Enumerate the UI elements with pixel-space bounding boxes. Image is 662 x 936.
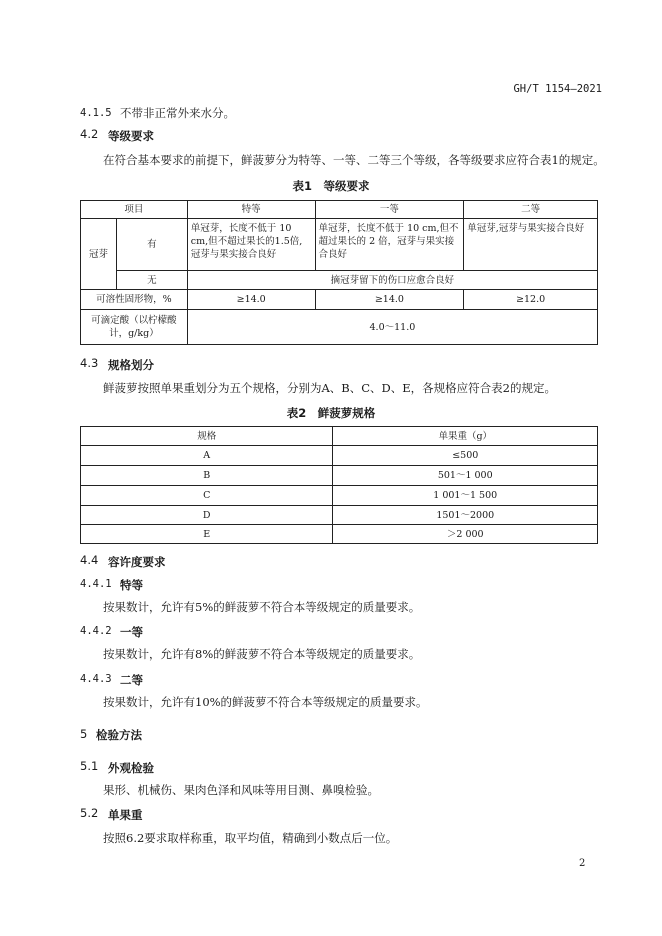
section-title: 单果重 (108, 808, 143, 822)
header-cell: 特等 (187, 201, 315, 219)
paragraph: 按果数计，允许有5%的鲜菠萝不符合本等级规定的质量要求。 (103, 600, 421, 614)
clause-text: 不带非正常外来水分。 (120, 106, 235, 120)
page-number: 2 (579, 858, 586, 869)
paragraph: 按照6.2要求取样称重，取平均值，精确到小数点后一位。 (103, 831, 398, 845)
cell: 4.0～11.0 (187, 310, 597, 345)
row-header: 可滴定酸（以柠檬酸计，g/kg） (81, 310, 188, 345)
clause-number: 4.4.1 (80, 578, 112, 590)
weight-cell: ≤500 (333, 446, 598, 466)
cell: 单冠芽,冠芽与果实接合良好 (464, 219, 598, 271)
table-caption: 表2 鲜菠萝规格 (286, 406, 376, 420)
weight-cell: 1 001～1 500 (333, 486, 598, 506)
section-number: 5.1 (80, 759, 99, 773)
clause-title: 一等 (120, 625, 143, 639)
weight-cell: ＞2 000 (333, 525, 598, 544)
row-header: 无 (116, 271, 187, 290)
spec-cell: A (81, 446, 333, 466)
paragraph: 按果数计，允许有10%的鲜菠萝不符合本等级规定的质量要求。 (103, 695, 428, 709)
header-cell: 一等 (315, 201, 464, 219)
row-header: 冠芽 (81, 219, 117, 290)
row-header: 有 (116, 219, 187, 271)
clause-number: 4.4.3 (80, 673, 112, 685)
cell: 单冠芽，长度不低于 10 cm,但不超过果长的 2 倍，冠芽与果实接合良好 (315, 219, 464, 271)
cell: 单冠芽，长度不低于 10 cm,但不超过果长的1.5倍,冠芽与果实接合良好 (187, 219, 315, 271)
spec-cell: D (81, 506, 333, 525)
row-header: 可溶性固形物，% (81, 290, 188, 310)
paragraph: 按果数计，允许有8%的鲜菠萝不符合本等级规定的质量要求。 (103, 647, 421, 661)
header-cell: 规格 (81, 427, 333, 446)
section-title: 外观检验 (108, 761, 154, 775)
spec-cell: B (81, 466, 333, 486)
paragraph: 果形、机械伤、果肉色泽和风味等用目测、鼻嗅检验。 (103, 783, 379, 797)
cell: ≥12.0 (464, 290, 598, 310)
table-caption: 表1 等级要求 (292, 179, 370, 193)
clause-title: 特等 (120, 578, 143, 592)
section-title: 容许度要求 (108, 555, 166, 569)
section-number: 4.4 (80, 553, 99, 567)
clause-number: 4.4.2 (80, 625, 112, 637)
section-number: 5 (80, 727, 88, 741)
weight-cell: 501～1 000 (333, 466, 598, 486)
header-cell: 项目 (81, 201, 188, 219)
header-cell: 单果重（g） (333, 427, 598, 446)
header-cell: 二等 (464, 201, 598, 219)
section-title: 检验方法 (96, 728, 142, 742)
paragraph: 鲜菠萝按照单果重划分为五个规格，分别为A、B、C、D、E，各规格应符合表2的规定。 (103, 381, 556, 395)
weight-cell: 1501～2000 (333, 506, 598, 525)
paragraph: 在符合基本要求的前提下，鲜菠萝分为特等、一等、二等三个等级，各等级要求应符合表1的规定。 (103, 153, 605, 167)
spec-table (80, 426, 598, 544)
section-number: 4.3 (80, 356, 99, 370)
clause-number: 4.1.5 (80, 107, 112, 119)
spec-cell: C (81, 486, 333, 506)
cell: ≥14.0 (187, 290, 315, 310)
section-title: 规格划分 (108, 358, 154, 372)
clause-title: 二等 (120, 673, 143, 687)
section-title: 等级要求 (108, 129, 154, 143)
section-number: 5.2 (80, 806, 99, 820)
cell: ≥14.0 (315, 290, 464, 310)
grade-table (80, 200, 598, 345)
standard-code: GH/T 1154—2021 (513, 83, 602, 95)
spec-cell: E (81, 525, 333, 544)
section-number: 4.2 (80, 127, 99, 141)
cell: 摘冠芽留下的伤口应愈合良好 (187, 271, 597, 290)
